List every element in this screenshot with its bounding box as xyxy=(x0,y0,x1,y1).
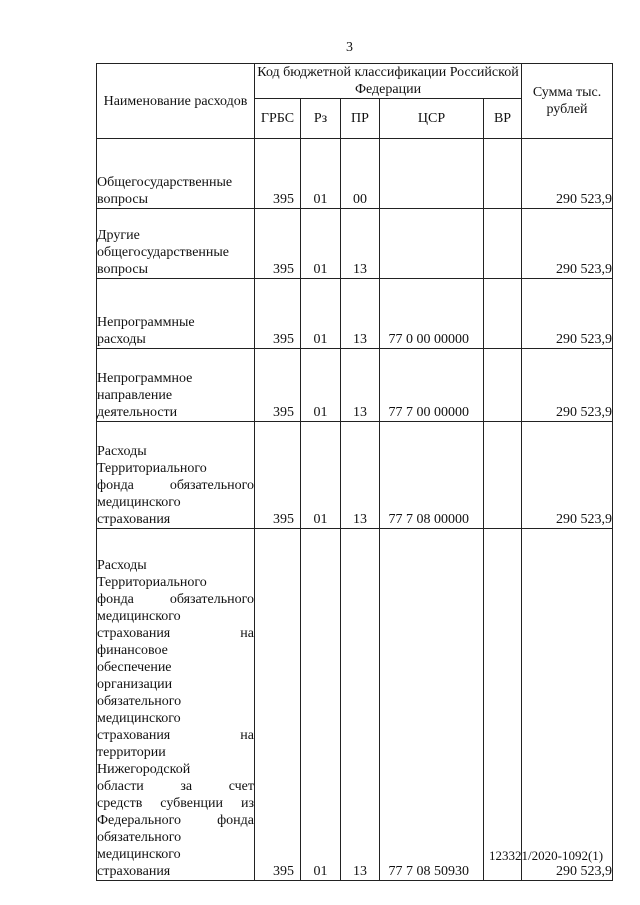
row-name-line: Территориального xyxy=(97,575,207,590)
cell-pr: 13 xyxy=(341,279,380,349)
row-name-line: Расходы xyxy=(97,444,147,459)
row-name-line: расходы xyxy=(97,332,146,347)
row-name-line: медицинского xyxy=(97,711,181,726)
row-name-word: из xyxy=(240,796,254,811)
cell-vr xyxy=(484,422,522,529)
row-name-word: счет xyxy=(228,779,254,794)
row-name-line: Непрограммные xyxy=(97,315,195,330)
row-name-line xyxy=(97,727,254,744)
cell-csr xyxy=(380,209,484,279)
cell-grbs: 395 xyxy=(255,279,301,349)
row-name-word: на xyxy=(240,626,254,641)
budget-table xyxy=(96,63,613,881)
row-name-line xyxy=(97,477,254,494)
cell-pr: 13 xyxy=(341,349,380,422)
row-name-word: субвенции xyxy=(160,796,223,811)
row-name-line: медицинского xyxy=(97,609,181,624)
cell-sum: 290 523,9 xyxy=(522,529,613,881)
row-name-line: медицинского xyxy=(97,847,181,862)
cell-pr: 13 xyxy=(341,529,380,881)
row-name xyxy=(97,422,255,529)
row-name-line: организации xyxy=(97,677,173,692)
row-name-line: Непрограммное xyxy=(97,371,193,386)
row-name-word: страхования xyxy=(97,626,171,641)
table-row xyxy=(97,349,613,422)
page-number: 3 xyxy=(346,40,353,55)
cell-pr: 13 xyxy=(341,209,380,279)
row-name-line: обязательного xyxy=(97,694,182,709)
row-name-line: Расходы xyxy=(97,558,147,573)
table-row xyxy=(97,279,613,349)
row-name-line: вопросы xyxy=(97,192,148,207)
cell-vr xyxy=(484,139,522,209)
cell-grbs: 395 xyxy=(255,349,301,422)
header-name: Наименование расходов xyxy=(97,64,255,139)
row-name-line: медицинского xyxy=(97,495,181,510)
row-name-line: финансовое xyxy=(97,643,168,658)
row-name-line: обеспечение xyxy=(97,660,172,675)
row-name-line: территории xyxy=(97,745,166,760)
cell-rz: 01 xyxy=(301,139,341,209)
cell-csr: 77 7 00 00000 xyxy=(380,349,484,422)
row-name-line: Другие xyxy=(97,228,140,243)
row-name-line xyxy=(97,812,254,829)
table-row xyxy=(97,209,613,279)
row-name xyxy=(97,139,255,209)
row-name-word: области xyxy=(97,779,144,794)
row-name-word: фонда xyxy=(97,592,134,607)
row-name-line: Нижегородской xyxy=(97,762,191,777)
cell-rz: 01 xyxy=(301,349,341,422)
header-pr: ПР xyxy=(341,99,380,139)
cell-vr xyxy=(484,279,522,349)
cell-csr xyxy=(380,139,484,209)
row-name-line: страхования xyxy=(97,512,171,527)
row-name-word: обязательного xyxy=(169,592,254,607)
row-name-word: страхования xyxy=(97,728,171,743)
row-name-line: Территориального xyxy=(97,461,207,476)
cell-rz: 01 xyxy=(301,422,341,529)
cell-grbs: 395 xyxy=(255,422,301,529)
row-name-line: направление xyxy=(97,388,173,403)
row-name-word: за xyxy=(180,779,193,794)
cell-pr: 13 xyxy=(341,422,380,529)
row-name-line: страхования xyxy=(97,864,171,879)
cell-sum: 290 523,9 xyxy=(522,349,613,422)
cell-csr: 77 0 00 00000 xyxy=(380,279,484,349)
row-name-word: фонда xyxy=(217,813,254,828)
row-name-line: Общегосударственные xyxy=(97,175,233,190)
cell-sum: 290 523,9 xyxy=(522,279,613,349)
header-rz: Рз xyxy=(301,99,341,139)
header-sum: Сумма тыс. рублей xyxy=(522,64,613,139)
row-name-word: обязательного xyxy=(169,478,254,493)
table-row xyxy=(97,422,613,529)
row-name-line xyxy=(97,591,254,608)
header-grbs: ГРБС xyxy=(255,99,301,139)
row-name-word: на xyxy=(240,728,254,743)
header-code-group: Код бюджетной классификации Российской Федерации xyxy=(255,64,522,99)
row-name-line: деятельности xyxy=(97,405,178,420)
table-row xyxy=(97,139,613,209)
cell-sum: 290 523,9 xyxy=(522,422,613,529)
row-name-line xyxy=(97,778,254,795)
row-name-word: средств xyxy=(97,796,143,811)
row-name-line: вопросы xyxy=(97,262,148,277)
row-name-line: общегосударственные xyxy=(97,245,230,260)
row-name xyxy=(97,529,255,881)
header-csr: ЦСР xyxy=(380,99,484,139)
row-name-word: фонда xyxy=(97,478,134,493)
cell-grbs: 395 xyxy=(255,139,301,209)
cell-grbs: 395 xyxy=(255,209,301,279)
row-name xyxy=(97,349,255,422)
cell-vr xyxy=(484,529,522,881)
cell-rz: 01 xyxy=(301,209,341,279)
cell-sum: 290 523,9 xyxy=(522,209,613,279)
table-row xyxy=(97,529,613,881)
document-number: 123321/2020-1092(1) xyxy=(489,848,604,863)
row-name-line xyxy=(97,795,254,812)
cell-vr xyxy=(484,209,522,279)
cell-csr: 77 7 08 00000 xyxy=(380,422,484,529)
cell-sum: 290 523,9 xyxy=(522,139,613,209)
row-name-line xyxy=(97,625,254,642)
row-name xyxy=(97,279,255,349)
cell-pr: 00 xyxy=(341,139,380,209)
row-name-word: Федерального xyxy=(97,813,182,828)
header-vr: ВР xyxy=(484,99,522,139)
row-name-line: обязательного xyxy=(97,830,182,845)
cell-grbs: 395 xyxy=(255,529,301,881)
cell-csr: 77 7 08 50930 xyxy=(380,529,484,881)
row-name xyxy=(97,209,255,279)
cell-vr xyxy=(484,349,522,422)
cell-rz: 01 xyxy=(301,529,341,881)
cell-rz: 01 xyxy=(301,279,341,349)
table-body xyxy=(97,139,613,881)
